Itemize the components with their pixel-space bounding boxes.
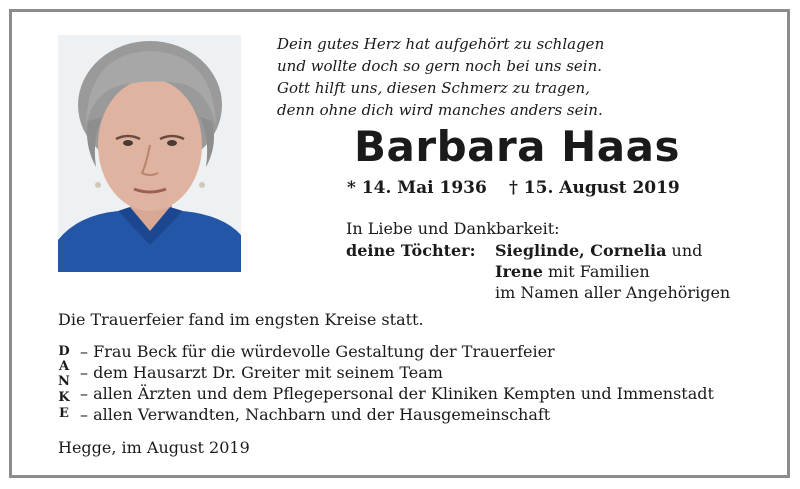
poem-line: und wollte doch so gern noch bei uns sein. [277,57,603,75]
ceremony-note: Die Trauerfeier fand im engsten Kreise statt. [58,310,424,329]
thanks-item: – dem Hausarzt Dr. Greiter mit seinem Team [80,363,443,382]
family-line-daughters [495,241,702,260]
thanks-item: – allen Ärzten und dem Pflegepersonal der Kliniken Kempten und Immenstadt [80,384,714,403]
danke-letter: N [58,374,70,389]
deceased-name: Barbara Haas [354,122,680,171]
birth-date: * 14. Mai 1936 [347,178,487,198]
thanks-list [80,341,714,425]
daughter-name-irene: Irene [495,262,543,281]
portrait-photo [58,35,241,272]
daughters-names: Sieglinde, Cornelia [495,241,667,260]
memorial-poem [277,33,677,121]
danke-letter: D [58,344,70,359]
poem-line: Gott hilft uns, diesen Schmerz zu tragen, [277,79,590,97]
poem-line: Dein gutes Herz hat aufgehört zu schlagen [277,35,605,53]
poem-line: denn ohne dich wird manches anders sein. [277,101,603,119]
thanks-item: – allen Verwandten, Nachbarn und der Hausgemeinschaft [80,405,551,424]
danke-letter: E [59,406,69,421]
family-line-irene [495,262,650,281]
family-intro: In Liebe und Dankbarkeit: [346,219,560,238]
danke-letter: K [58,390,70,405]
danke-letter: A [58,359,70,374]
with-families: mit Familien [542,262,650,281]
conjunction-and: und [666,241,703,260]
death-date: † 15. August 2019 [509,178,680,198]
daughters-label: deine Töchter: [346,241,476,260]
place-and-date: Hegge, im August 2019 [58,438,250,457]
family-line-relatives: im Namen aller Angehörigen [495,283,731,302]
thanks-item: – Frau Beck für die würdevolle Gestaltung der Trauerfeier [80,342,555,361]
